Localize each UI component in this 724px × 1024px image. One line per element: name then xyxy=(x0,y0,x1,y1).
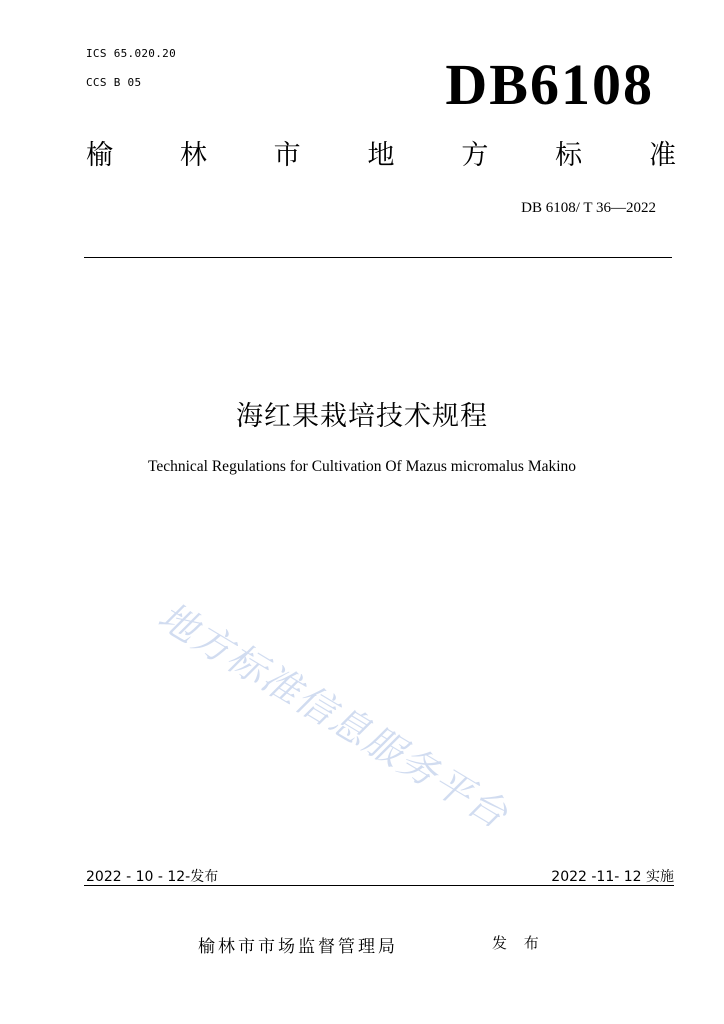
publisher-name: 榆林市市场监督管理局 xyxy=(198,937,398,957)
standard-type-char: 榆 xyxy=(86,140,113,171)
standard-type-char: 方 xyxy=(461,140,489,171)
ccs-code: CCS B 05 xyxy=(86,76,142,89)
footer-divider xyxy=(84,885,674,886)
standard-number: DB 6108/ T 36—2022 xyxy=(521,200,656,216)
release-date: 2022 - 10 - 12-发布 xyxy=(86,869,219,885)
document-title-english: Technical Regulations for Cultivation Of Mazus micromalus Makino xyxy=(147,458,577,475)
standard-type-char: 林 xyxy=(179,140,207,171)
watermark: 地方标准信息服务平台 xyxy=(150,593,517,838)
publish-label: 发 布 xyxy=(492,934,545,952)
standard-type-heading xyxy=(86,142,676,169)
document-title-chinese: 海红果栽培技术规程 xyxy=(236,401,488,432)
ics-code: ICS 65.020.20 xyxy=(86,47,176,60)
implementation-date: 2022 -11- 12 实施 xyxy=(551,869,674,885)
standard-type-char: 准 xyxy=(648,140,676,171)
standard-logo: DB6108 xyxy=(445,52,654,117)
standard-type-char: 地 xyxy=(367,140,395,171)
header-divider xyxy=(84,257,672,258)
standard-type-char: 市 xyxy=(273,140,301,171)
standard-type-char: 标 xyxy=(555,140,583,171)
